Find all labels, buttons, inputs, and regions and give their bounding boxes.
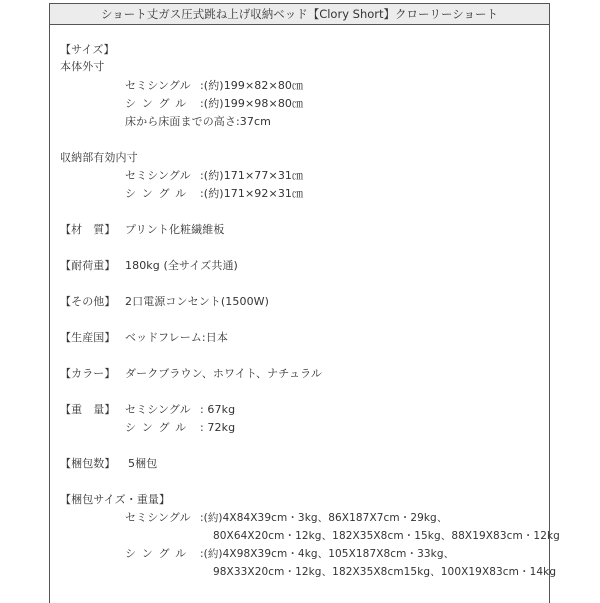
storage-single-value: :(約)171×92×31㎝: [200, 187, 304, 200]
country-value: ベッドフレーム:日本: [125, 331, 228, 344]
storage-semi-single-label: セミシングル: [125, 169, 191, 182]
other-label: 【その他】: [60, 295, 116, 308]
material-label: 【材 質】: [60, 223, 116, 236]
weight-semi-single-label: セミシングル: [125, 403, 191, 416]
color-label: 【カラー】: [60, 367, 116, 380]
package-semi-single-line-1: :(約)4X84X39cm・3kg、86X187X7cm・29kg、: [200, 512, 448, 524]
package-semi-single-line-2: 80X64X20cm・12kg、182X35X8cm・15kg、88X19X83cm・12kg: [213, 530, 560, 542]
other-value: 2口電源コンセント(1500W): [125, 295, 270, 308]
size-heading: 【サイズ】: [60, 43, 115, 56]
color-value: ダークブラウン、ホワイト、ナチュラル: [125, 367, 322, 380]
body-semi-single-label: セミシングル: [125, 79, 191, 92]
package-single-line-2: 98X33X20cm・12kg、182X35X8cm15kg、100X19X83cm・14kg: [213, 566, 557, 578]
package-size-heading: 【梱包サイズ・重量】: [60, 493, 171, 506]
weight-label: 【重 量】: [60, 403, 116, 416]
page-title: ショート丈ガス圧式跳ね上げ収納ベッド【Clory Short】クローリーショート: [50, 4, 549, 25]
body-semi-single-value: :(約)199×82×80㎝: [200, 79, 304, 92]
package-count-label: 【梱包数】: [60, 457, 116, 470]
package-single-line-1: :(約)4X98X39cm・4kg、105X187X8cm・33kg、: [200, 548, 455, 560]
body-dimensions-heading: 本体外寸: [60, 60, 105, 73]
floor-height: 床から床面までの高さ:37cm: [125, 115, 271, 128]
weight-semi-single-value: : 67kg: [200, 403, 236, 416]
country-label: 【生産国】: [60, 331, 116, 344]
package-count-value: 5梱包: [128, 457, 158, 470]
weight-single-label: シングル: [125, 421, 193, 434]
storage-single-label: シングル: [125, 187, 193, 200]
body-single-label: シングル: [125, 97, 193, 110]
load-capacity-label: 【耐荷重】: [60, 259, 116, 272]
storage-dimensions-heading: 収納部有効内寸: [60, 151, 138, 164]
package-semi-single-label: セミシングル: [125, 511, 191, 524]
spec-sheet: [49, 3, 560, 603]
package-single-label: シングル: [125, 547, 193, 560]
weight-single-value: : 72kg: [200, 421, 236, 434]
material-value: プリント化粧繊維板: [125, 223, 225, 236]
load-capacity-value: 180kg (全サイズ共通): [125, 259, 238, 272]
body-single-value: :(約)199×98×80㎝: [200, 97, 304, 110]
storage-semi-single-value: :(約)171×77×31㎝: [200, 169, 304, 182]
